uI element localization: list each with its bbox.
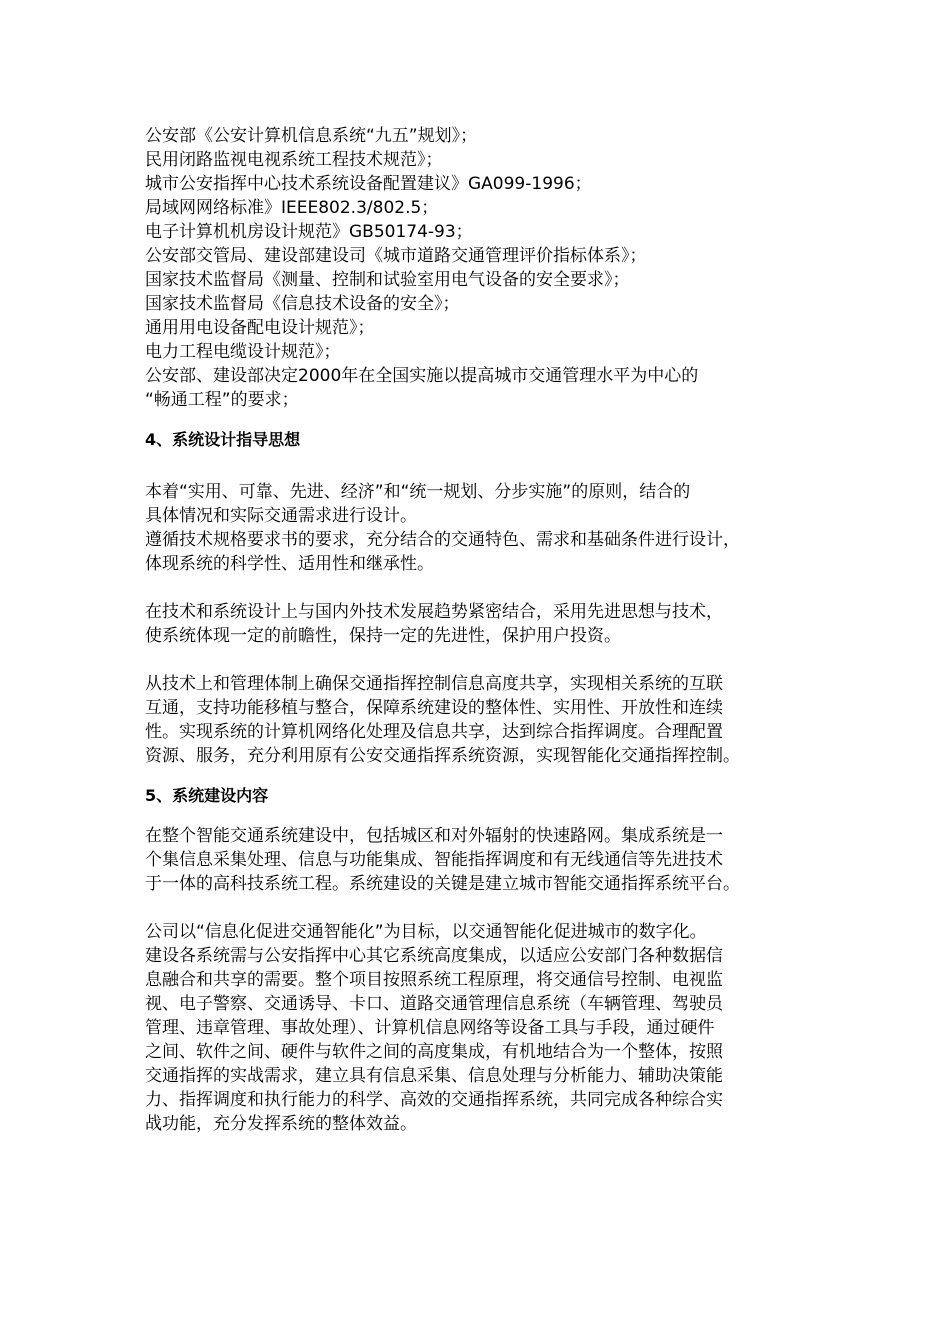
paragraph-line: 性。实现系统的计算机网络化处理及信息共享，达到综合指挥调度。合理配置 — [145, 722, 723, 742]
paragraph-line: 管理、违章管理、事故处理）、计算机信息网络等设备工具与手段，通过硬件 — [145, 1018, 715, 1038]
paragraph-line: 在技术和系统设计上与国内外技术发展趋势紧密结合，采用先进思想与技术， — [145, 602, 723, 622]
reference-item: 电力工程电缆设计规范》； — [145, 342, 341, 362]
section-5-heading: 5、系统建设内容 — [145, 786, 269, 805]
paragraph-line: 本着“实用、可靠、先进、经济”和“统一规划、分步实施”的原则，结合的 — [145, 482, 691, 502]
paragraph-line: 具体情况和实际交通需求进行设计。 — [145, 506, 417, 526]
reference-item: 国家技术监督局《信息技术设备的安全》； — [145, 294, 460, 314]
paragraph-line: 互通，支持功能移植与整合，保障系统建设的整体性、实用性、开放性和连续 — [145, 698, 723, 718]
paragraph-line: 遵循技术规格要求书的要求，充分结合的交通特色、需求和基础条件进行设计， — [145, 530, 740, 550]
paragraph-line: 使系统体现一定的前瞻性，保持一定的先进性，保护用户投资。 — [145, 626, 621, 646]
reference-item: 通用用电设备配电设计规范》； — [145, 318, 375, 338]
reference-item: 国家技术监督局《测量、控制和试验室用电气设备的安全要求》； — [145, 270, 630, 290]
section-4-paragraph-3 — [145, 672, 815, 768]
paragraph-line: 体现系统的科学性、适用性和继承性。 — [145, 554, 434, 574]
reference-item: 公安部交管局、建设部建设司《城市道路交通管理评价指标体系》； — [145, 246, 647, 266]
reference-item: “畅通工程”的要求； — [145, 390, 299, 410]
paragraph-line: 息融合和共享的需要。整个项目按照系统工程原理，将交通信号控制、电视监 — [145, 970, 723, 990]
section-4-paragraph-1 — [145, 480, 815, 576]
reference-item: 城市公安指挥中心技术系统设备配置建议》GA099-1996； — [145, 174, 592, 194]
section-5-paragraph-2 — [145, 920, 815, 1136]
paragraph-line: 力、指挥调度和执行能力的科学、高效的交通指挥系统，共同完成各种综合实 — [145, 1090, 723, 1110]
paragraph-line: 在整个智能交通系统建设中，包括城区和对外辐射的快速路网。集成系统是一 — [145, 826, 723, 846]
section-4-heading: 4、系统设计指导思想 — [145, 430, 301, 449]
paragraph-line: 战功能，充分发挥系统的整体效益。 — [145, 1114, 417, 1134]
section-4-paragraph-2 — [145, 600, 815, 648]
paragraph-line: 交通指挥的实战需求，建立具有信息采集、信息处理与分析能力、辅助决策能 — [145, 1066, 723, 1086]
paragraph-line: 之间、软件之间、硬件与软件之间的高度集成，有机地结合为一个整体，按照 — [145, 1042, 723, 1062]
section-5-paragraph-1 — [145, 824, 815, 896]
reference-item: 局域网网络标准》IEEE802.3/802.5； — [145, 198, 439, 218]
paragraph-line: 资源、服务，充分利用原有公安交通指挥系统资源，实现智能化交通指挥控制。 — [145, 746, 740, 766]
reference-item: 公安部《公安计算机信息系统“九五”规划》； — [145, 126, 478, 146]
reference-item: 电子计算机机房设计规范》GB50174-93； — [145, 222, 473, 242]
document-body — [145, 124, 815, 1136]
paragraph-line: 于一体的高科技系统工程。系统建设的关键是建立城市智能交通指挥系统平台。 — [145, 874, 740, 894]
reference-item: 公安部、建设部决定2000年在全国实施以提高城市交通管理水平为中心的 — [145, 366, 699, 386]
reference-list — [145, 124, 815, 412]
paragraph-line: 从技术上和管理体制上确保交通指挥控制信息高度共享，实现相关系统的互联 — [145, 674, 723, 694]
paragraph-line: 个集信息采集处理、信息与功能集成、智能指挥调度和有无线通信等先进技术 — [145, 850, 723, 870]
reference-item: 民用闭路监视电视系统工程技术规范》； — [145, 150, 443, 170]
paragraph-line: 视、电子警察、交通诱导、卡口、道路交通管理信息系统（车辆管理、驾驶员 — [145, 994, 723, 1014]
paragraph-line: 公司以“信息化促进交通智能化”为目标，以交通智能化促进城市的数字化。 — [145, 922, 707, 942]
paragraph-line: 建设各系统需与公安指挥中心其它系统高度集成，以适应公安部门各种数据信 — [145, 946, 723, 966]
